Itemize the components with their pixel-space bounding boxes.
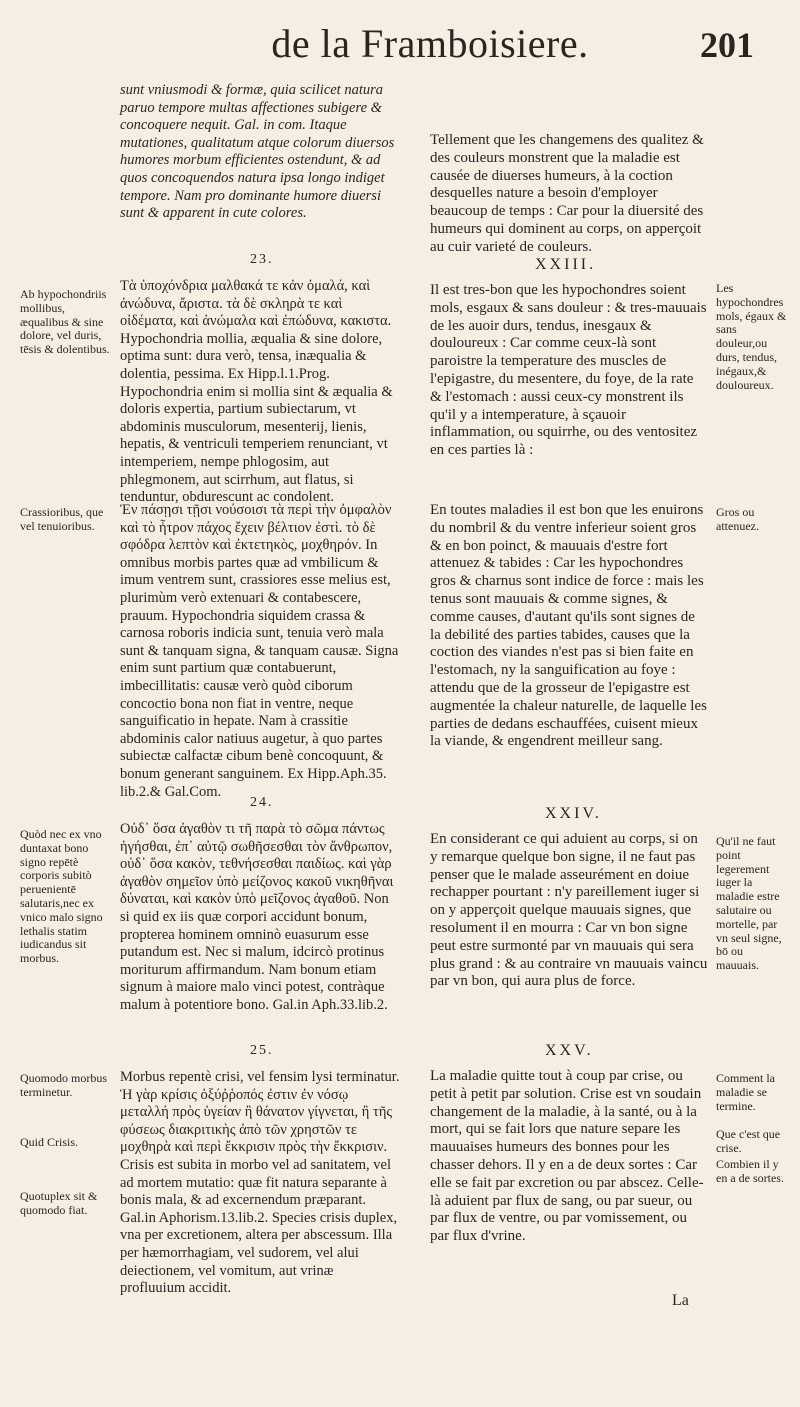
left-margin-note-2: Crassioribus, que vel tenuioribus. (20, 505, 104, 533)
latin-section-24-text: Οὐδ᾽ ὅσα ἀγαθὸν τι τῆ παρὰ τὸ σῶμα πάντως ἡγήσθαι, ἐπ᾽ αὐτῷ σωθῆσεσθαι τὸν ἄνθρωπον, οὐδ᾽ ὅσα κακὸν, τεθνήσεσθαι παιδίως. καὶ γὰρ ἀγαθὸν σημεῖον ὑπὸ μείζονος κακοῦ νικηθῆναι δύναται, καὶ κακὸν ὑπὸ μεῖζονος ἀγαθοῦ. Non si quid ex iis quæ corpori accidunt bonum, propterea hominem omninò euasurum esse putandum est. Nec si malum, idcircò protinus moriturum affirmandum. Nam bonum etiam signum à maiore malo vinci potest, contràque malum à potentiore bono. Gal.in Aph.33.lib.2. (120, 821, 394, 1013)
page-number: 201 (700, 25, 754, 65)
right-margin-note-1: Les hypochondres mols, égaux & sans douleur,ou durs, tendus, inégaux,& douloureux. (716, 281, 787, 392)
french-section-25-heading: XXV. (545, 1042, 594, 1059)
french-section-25-text: La maladie quitte tout à coup par crise, ou petit à petit par solution. Crise est vn soudain changement de la maladie, à la santé, ou à la mort, qui se fait lors que nature separe les mauuaises humeurs des bonnes pour les chasser dehors. Il y en a de deux sortes : Car elle se fait par excretion ou par abscez. Celle-là aduient par flux de sang, ou par sueur, ou par flux de ventre, ou par vomissement, ou par flux d'vrine. (430, 1068, 704, 1245)
french-intro: Tellement que les changemens des qualitez & des couleurs monstrent que la maladie est causée de diuerses humeurs, à la coction desquelles nature a besoin d'employer beaucoup de temps : Car pour la diuersité des humeurs qui dominent au corps, on apperçoit au cuir varieté de couleurs. (430, 132, 704, 255)
french-section-23b-text: En toutes maladies il est bon que les enuirons du nombril & du ventre inferieur soient gros & en bon poinct, & mauuais d'estre fort attenuez & tabides : Car les hypochondres gros & charnus sont indice de force : mais les tenus sont mauuais & comme signes, & comme causes, d'autant qu'ils sont signes de la debilité des parties tabides, causes que la coction des viandes n'est pas si bien faite en l'estomach, ny la sanguification au foye : attendu que de la grosseur de l'epigastre est augmentée la chaleur naturelle, de laquelle les parties de dedans eschauffées, cuisent mieux la viande, & engendrent meilleur sang. (430, 502, 707, 750)
latin-section-25-text: Morbus repentè crisi, vel fensim lysi terminatur. Ἡ γὰρ κρίσις ὀξύῤῥοπός ἐστιν ἐν νόσῳ μεταλλή πρὸς ὑγείαν ἢ θάνατον γίγνεται, ἢ τῆς φύσεως διακριτικὴς ἀπὸ τῶν χρηστῶν τε μοχθηρὰ καὶ περὶ ἔκκρισιν πρὸς τὴν ἔκκρισιν. Crisis est subita in morbo vel ad sanitatem, vel ad mortem mutatio: quæ fit natura separante à bonis mala, & ad excernendum præparant. Gal.in Aphorism.13.lib.2. Species crisis duplex, vna per excretionem, altera per abscessum. Illa per hæmorrhagiam, vel sudorem, vel alui deiectionem, vel vomitum, aut vrinæ profluuium accidit. (120, 1069, 400, 1297)
right-margin-note-3: Qu'il ne faut point legerement iuger la maladie estre salutaire ou mortelle, par vn seul signe, bō ou mauuais. (716, 834, 782, 973)
french-section-23-heading: XXIII. (535, 256, 597, 273)
french-section-24-heading: XXIV. (545, 805, 602, 822)
right-margin-note-6: Combien il y en a de sortes. (716, 1157, 784, 1185)
left-margin-note-3: Quòd nec ex vno duntaxat bono signo repētè corporis subitò peruenientē salutaris,nec ex vnico malo signo lethalis statim iudicandus sit morbus. (20, 827, 103, 966)
latin-intro: sunt vniusmodi & formæ, quia scilicet natura paruo tempore multas affectiones subigere & concoquere nequit. Gal. in com. Itaque mutationes, qualitatum atque colorum diuersos humores morbum efficientes ostendunt, & ad quos concoquendos natura ipsa longo indiget tempore. Nam pro dominante humore diuersi sunt & apparent in cute colores. (120, 82, 395, 222)
left-margin-note-1: Ab hypochondriis mollibus, æqualibus & sine dolore, vel duris, tēsis & dolentibus. (20, 287, 110, 357)
left-margin-note-6: Quotuplex sit & quomodo fiat. (20, 1189, 98, 1217)
catchword: La (672, 1292, 689, 1309)
right-margin-note-2: Gros ou attenuez. (716, 505, 759, 533)
french-section-23-text: Il est tres-bon que les hypochondres soient mols, esgaux & sans douleur : & tres-mauuais de les auoir durs, tendus, inesgaux & douloureux : Car comme ceux-là sont paroistre la temperature des muscles de l'epigastre, du mesentere, du foye, de la rate & l'estomach : aussi ceux-cy monstrent ils qu'il y a intemperature, à sçauoir inflammation, ou squirrhe, ou des ventositez en ces parties là : (430, 282, 707, 459)
left-margin-note-4: Quomodo morbus terminetur. (20, 1071, 107, 1099)
right-margin-note-4: Comment la maladie se termine. (716, 1071, 775, 1113)
french-section-24-text: En considerant ce qui aduient au corps, si on y remarque quelque bon signe, il ne faut pas penser que le malade asseurément en doiue rechapper pourtant : n'y pareillement iuger si on y apperçoit quelque mauuais signes, que resolument il en mourra : Car vn bon signe peut estre surmonté par vn mauuais qui sera plus grand : & au contraire vn mauuais vaincu par vn bon, qui aura plus de force. (430, 831, 708, 990)
left-margin-note-5: Quid Crisis. (20, 1135, 79, 1149)
latin-section-23-number: 23. (250, 252, 274, 267)
latin-section-23b-text: Ἐν πάσῃσι τῇσι νούσοισι τὰ περὶ τὴν ὀμφαλὸν καὶ τὸ ἦτρον πάχος ἔχειν βέλτιον ἐστὶ. τὸ δὲ σφόδρα λεπτὸν καὶ ἐκτετηκὸς, μοχθηρόν. In omnibus morbis partes quæ ad vmbilicum & imum ventrem sunt, crassiores esse melius est, plurimùm verò extenuari & contabescere, prauum. Hypochondria siquidem crassa & carnosa roboris indicia sunt, tenuia verò mala sunt & tanquam signa, & tanquam causæ. Signa enim sunt partium quæ contabuerunt, imbecillitatis: causæ verò quòd ciborum concoctio bona non fiat in ventre, neque sanguificatio in hepate. Nam à crassitie abdominis calor natiuus augetur, à quo partes subiectæ calfactæ cibum benè concoquunt, & bonum generant sanguinem. Ex Hipp.Aph.35. lib.2.& Gal.Com. (120, 502, 399, 800)
latin-section-24-number: 24. (250, 795, 274, 810)
latin-section-25-number: 25. (250, 1043, 274, 1058)
running-title: de la Framboisiere. (271, 21, 589, 66)
right-margin-note-5: Que c'est que crise. (716, 1127, 781, 1155)
latin-section-23-text: Τὰ ὑποχόνδρια μαλθακά τε κἀν ὁμαλά, καὶ ἀνώδυνα, ἄριστα. τὰ δὲ σκληρὰ τε καὶ οἰδέματα, καὶ ἀνώμαλα καὶ ἐπώδυνα, κακιστα. Hypochondria mollia, æqualia & sine dolore, optima sunt: dura verò, tensa, inæqualia & dolentia, pessima. Ex Hipp.l.1.Prog. Hypochondria enim si mollia sint & æqualia & doloris expertia, partium subiectarum, vt abdominis musculorum, mesenterij, lienis, hepatis, & ventriculi temperiem renunciant, vt intemperiem, nempe phlogosim, aut phlegmonem, aut scirrhum, aut flatus, si tenduntur, obdurescunt ac condolent. (120, 278, 393, 506)
